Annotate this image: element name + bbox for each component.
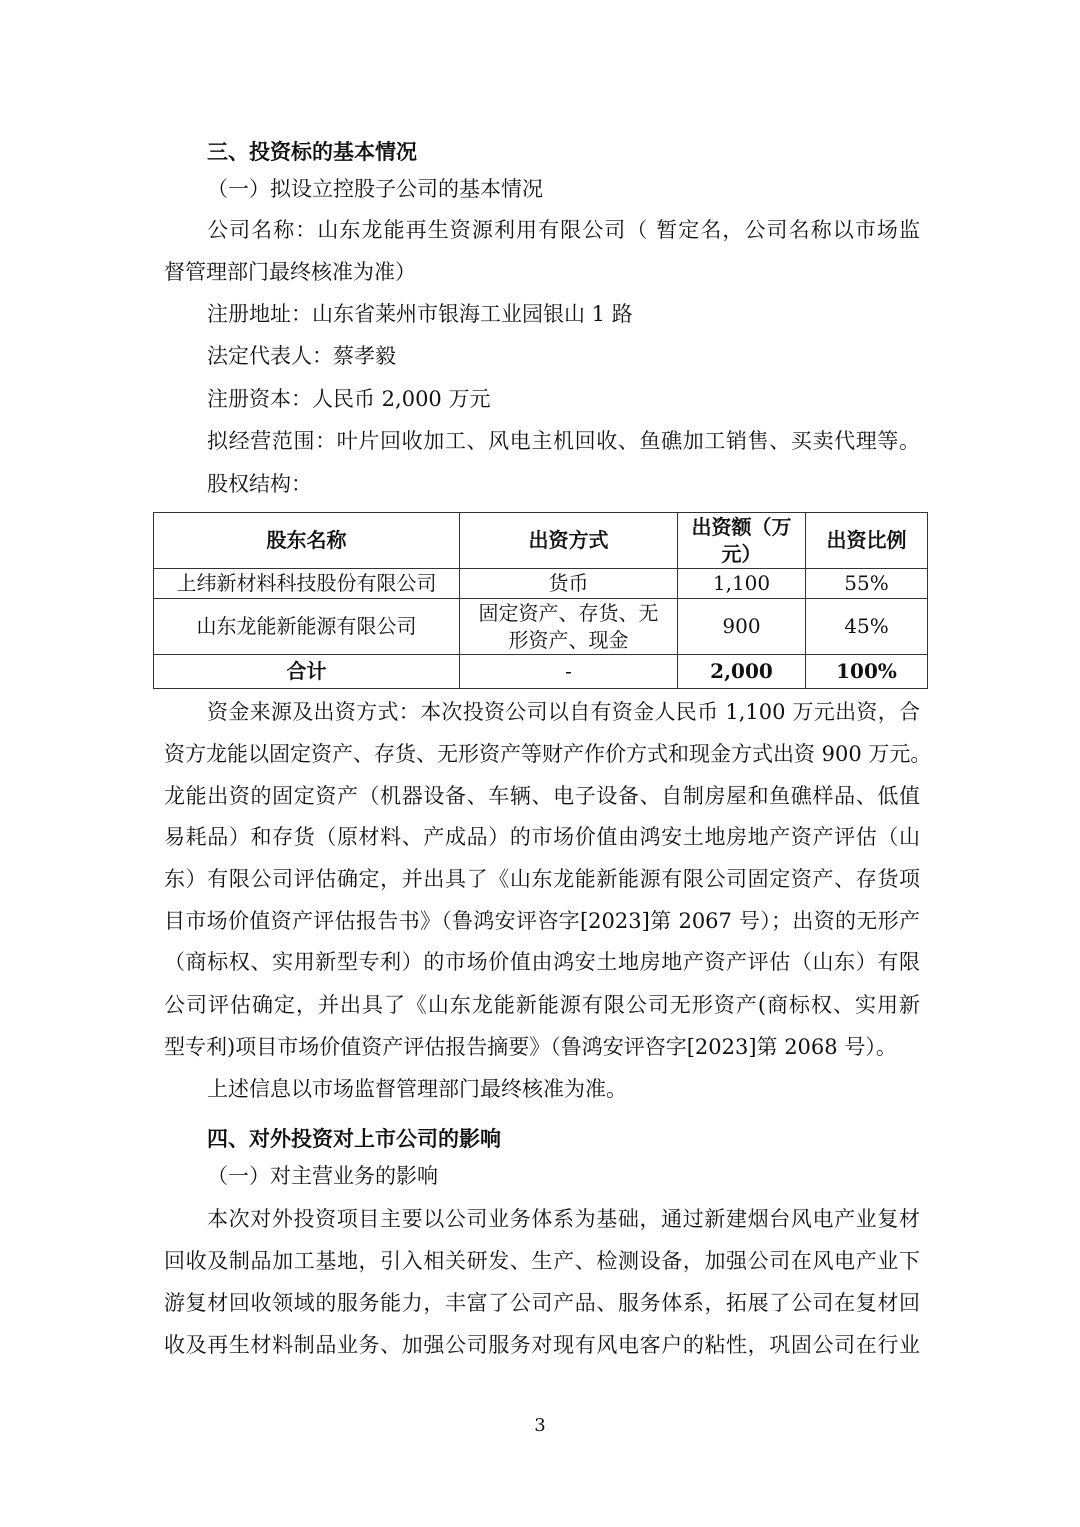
table-header-row (154, 513, 928, 569)
impact-line-4: 收及再生材料制品业务、加强公司服务对现有风电客户的粘性，巩固公司在行业 (164, 1333, 920, 1357)
contribution-ratio: 45% (806, 599, 928, 655)
header-contribution-method: 出资方式 (460, 513, 678, 569)
funding-line-9: 型专利)项目市场价值资产评估报告摘要》（鲁鸿安评咨字[2023]第 2068 号）。 (164, 1035, 897, 1059)
contribution-method (460, 599, 678, 655)
funding-line-5: 东）有限公司评估确定，并出具了《山东龙能新能源有限公司固定资产、存货项 (164, 867, 920, 891)
funding-line-3: 龙能出资的固定资产（机器设备、车辆、电子设备、自制房屋和鱼礁样品、低值 (164, 784, 920, 808)
impact-line-1: 本次对外投资项目主要以公司业务体系为基础，通过新建烟台风电产业复材 (207, 1207, 920, 1231)
section-4-subheading: （一）对主营业务的影响 (207, 1164, 438, 1188)
header-contribution-ratio: 出资比例 (806, 513, 928, 569)
contribution-method-line-2: 形资产、现金 (508, 627, 629, 652)
table-row (154, 569, 928, 599)
section-3-subheading: （一）拟设立控股子公司的基本情况 (207, 177, 543, 201)
equity-structure-label: 股权结构： (207, 472, 312, 496)
business-scope: 拟经营范围：叶片回收加工、风电主机回收、鱼礁加工销售、买卖代理等。 (207, 429, 920, 453)
table-total-row (154, 655, 928, 689)
total-method: - (460, 655, 678, 689)
contribution-method-line-1: 固定资产、存货、无 (478, 600, 659, 625)
contribution-ratio: 55% (806, 569, 928, 599)
header-amount-line-1: 出资额（万 (691, 514, 792, 539)
page-number: 3 (534, 1415, 546, 1436)
legal-representative: 法定代表人：蔡孝毅 (207, 344, 396, 368)
funding-line-7: （商标权、实用新型专利）的市场价值由鸿安土地房地产资产评估（山东）有限 (164, 950, 920, 974)
header-contribution-amount (678, 513, 806, 569)
header-shareholder-name: 股东名称 (154, 513, 460, 569)
table-row (154, 599, 928, 655)
section-4-heading: 四、对外投资对上市公司的影响 (207, 1126, 501, 1151)
contribution-amount: 900 (678, 599, 806, 655)
company-name-line-2: 督管理部门最终核准为准） (164, 260, 416, 284)
registered-address: 注册地址：山东省莱州市银海工业园银山 1 路 (207, 302, 633, 326)
funding-line-2: 资方龙能以固定资产、存货、无形资产等财产作价方式和现金方式出资 900 万元。 (164, 742, 932, 766)
total-ratio: 100% (806, 655, 928, 689)
contribution-method: 货币 (460, 569, 678, 599)
contribution-amount: 1,100 (678, 569, 806, 599)
funding-line-6: 目市场价值资产评估报告书》（鲁鸿安评咨字[2023]第 2067 号）；出资的无形产 (164, 909, 920, 933)
equity-structure-table (153, 512, 928, 689)
impact-line-2: 回收及制品加工基地，引入相关研发、生产、检测设备，加强公司在风电产业下 (164, 1249, 920, 1273)
registered-capital: 注册资本：人民币 2,000 万元 (207, 387, 491, 411)
total-label: 合计 (154, 655, 460, 689)
total-amount: 2,000 (678, 655, 806, 689)
header-amount-line-2: 元） (721, 541, 762, 566)
shareholder-name: 上纬新材料科技股份有限公司 (154, 569, 460, 599)
funding-line-8: 公司评估确定，并出具了《山东龙能新能源有限公司无形资产(商标权、实用新 (164, 993, 920, 1017)
company-name-line-1: 公司名称：山东龙能再生资源利用有限公司（ 暂定名，公司名称以市场监 (207, 218, 920, 242)
funding-note: 上述信息以市场监督管理部门最终核准为准。 (207, 1077, 627, 1101)
section-3-heading: 三、投资标的基本情况 (207, 139, 417, 164)
funding-line-1: 资金来源及出资方式：本次投资公司以自有资金人民币 1,100 万元出资，合 (207, 700, 920, 724)
impact-line-3: 游复材回收领域的服务能力，丰富了公司产品、服务体系，拓展了公司在复材回 (164, 1291, 920, 1315)
funding-line-4: 易耗品）和存货（原材料、产成品）的市场价值由鸿安土地房地产资产评估（山 (164, 825, 920, 849)
shareholder-name: 山东龙能新能源有限公司 (154, 599, 460, 655)
